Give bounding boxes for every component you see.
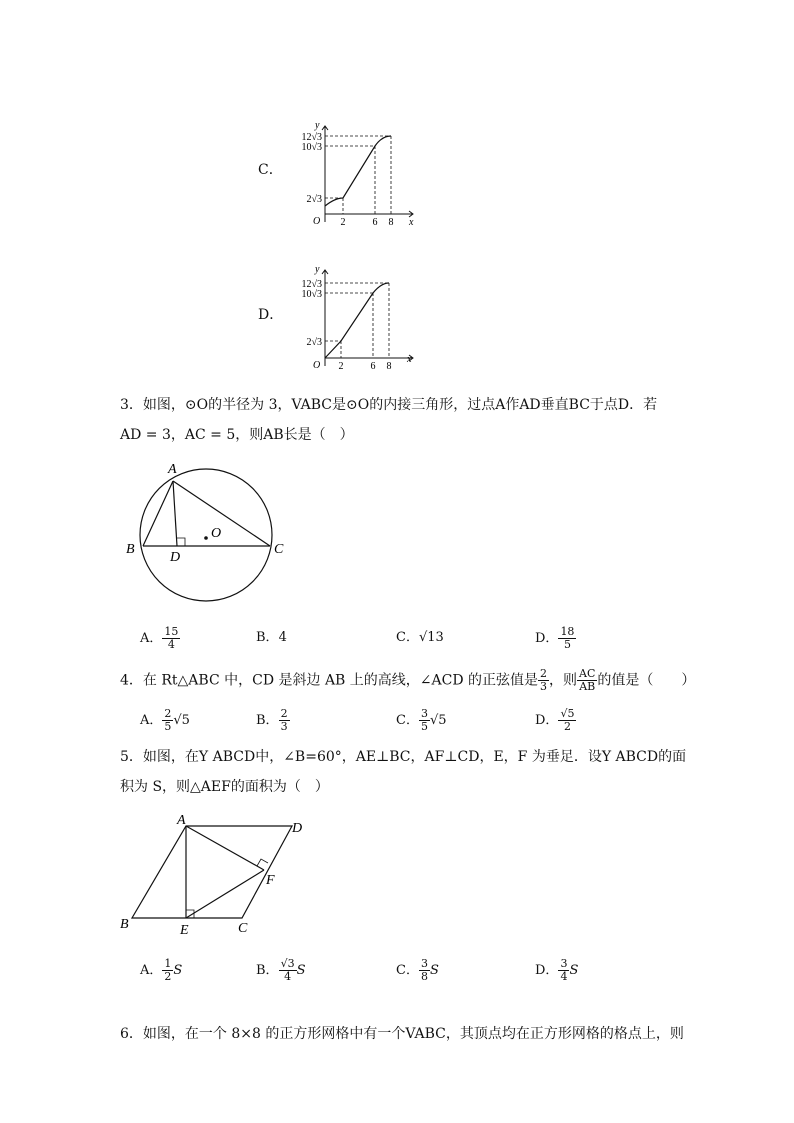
q3-option-a[interactable]: A． $\frac{15}{4}$ (140, 625, 179, 651)
q3-line1: 3．如图，⊙O的半径为 3，VABC是⊙O的内接三角形，过点A作AD垂直BC于点D．若 (120, 397, 658, 413)
segment-ab (143, 481, 173, 546)
graph-c (285, 118, 425, 228)
y-axis-label: y (315, 264, 320, 275)
q5-option-b[interactable]: B． $\frac{√3}{4}$ S (256, 957, 306, 983)
circle-o (140, 469, 272, 601)
x-axis-label: x (407, 354, 412, 365)
segment-af (186, 826, 264, 870)
option-d-label: D． (258, 307, 284, 323)
label-a: A (177, 813, 186, 828)
segment-ad (173, 481, 177, 546)
label-d: D (292, 821, 303, 836)
q3-figure-circle (118, 455, 298, 620)
y-tick: 2√3 (306, 337, 322, 348)
q4-option-d[interactable]: D． $\frac{√5}{2}$ (535, 707, 575, 733)
q5-line2: 积为 S，则△AEF的面积为（ ） (120, 779, 329, 795)
label-b: B (126, 542, 135, 557)
label-b: B (120, 917, 129, 932)
x-axis-label: x (409, 217, 414, 228)
q4-option-c[interactable]: C． $\frac{3}{5}$ √5 (396, 707, 447, 733)
q5-figure-parallelogram (112, 808, 322, 938)
parallelogram-abcd (132, 826, 292, 918)
q5-line1: 5．如图，在Y ABCD中，∠B=60°，AE⊥BC，AF⊥CD，E，F 为垂足．设Y ABCD的面 (120, 749, 687, 765)
y-tick: 2√3 (306, 194, 322, 205)
x-tick: 6 (370, 361, 376, 372)
q3-option-c[interactable]: C．√13 (396, 630, 444, 645)
q4-stem: 4．在 Rt△ABC 中，CD 是斜边 AB 上的高线，∠ACD 的正弦值是 $\frac{2}{3}$ ，则 $\frac{AC}{AB}$ 的值是（ ） (120, 667, 696, 693)
y-tick: 12√3 (301, 132, 322, 143)
label-e: E (180, 923, 189, 938)
graph-d (285, 262, 425, 372)
right-angle-mark-f (257, 859, 268, 866)
graph-d-curve (325, 283, 389, 358)
graph-c-curve (325, 136, 391, 206)
origin-label: O (313, 216, 321, 227)
x-tick: 2 (338, 361, 344, 372)
q4-option-a[interactable]: A． $\frac{2}{5}$ √5 (140, 707, 190, 733)
q5-option-d[interactable]: D． $\frac{3}{4}$ S (535, 957, 579, 983)
center-point (204, 536, 208, 540)
x-tick: 2 (340, 217, 346, 228)
q6-line1: 6．如图，在一个 8×8 的正方形网格中有一个VABC，其顶点均在正方形网格的格点上，则 (120, 1026, 684, 1042)
q4-option-b[interactable]: B． $\frac{2}{3}$ (256, 707, 288, 733)
x-tick: 6 (372, 217, 378, 228)
x-tick: 8 (388, 217, 394, 228)
origin-label: O (313, 360, 321, 371)
label-a: A (168, 462, 177, 477)
label-c: C (238, 921, 248, 936)
q3-option-d[interactable]: D． $\frac{18}{5}$ (535, 625, 575, 651)
label-o: O (211, 526, 222, 541)
option-c-label: C． (258, 162, 283, 178)
label-c: C (274, 542, 284, 557)
label-d: D (170, 550, 181, 565)
label-f: F (266, 873, 275, 888)
y-tick: 10√3 (301, 289, 322, 300)
q3-option-b[interactable]: B．4 (256, 630, 287, 645)
y-axis-label: y (315, 120, 320, 131)
q5-option-c[interactable]: C． $\frac{3}{8}$ S (396, 957, 439, 983)
q5-option-a[interactable]: A． $\frac{1}{2}$ S (140, 957, 183, 983)
right-angle-mark (177, 538, 185, 546)
segment-ef (186, 870, 264, 918)
q3-line2: AD = 3，AC = 5，则AB长是（ ） (120, 427, 354, 443)
x-tick: 8 (386, 361, 392, 372)
y-tick: 10√3 (301, 142, 322, 153)
y-tick: 12√3 (301, 279, 322, 290)
